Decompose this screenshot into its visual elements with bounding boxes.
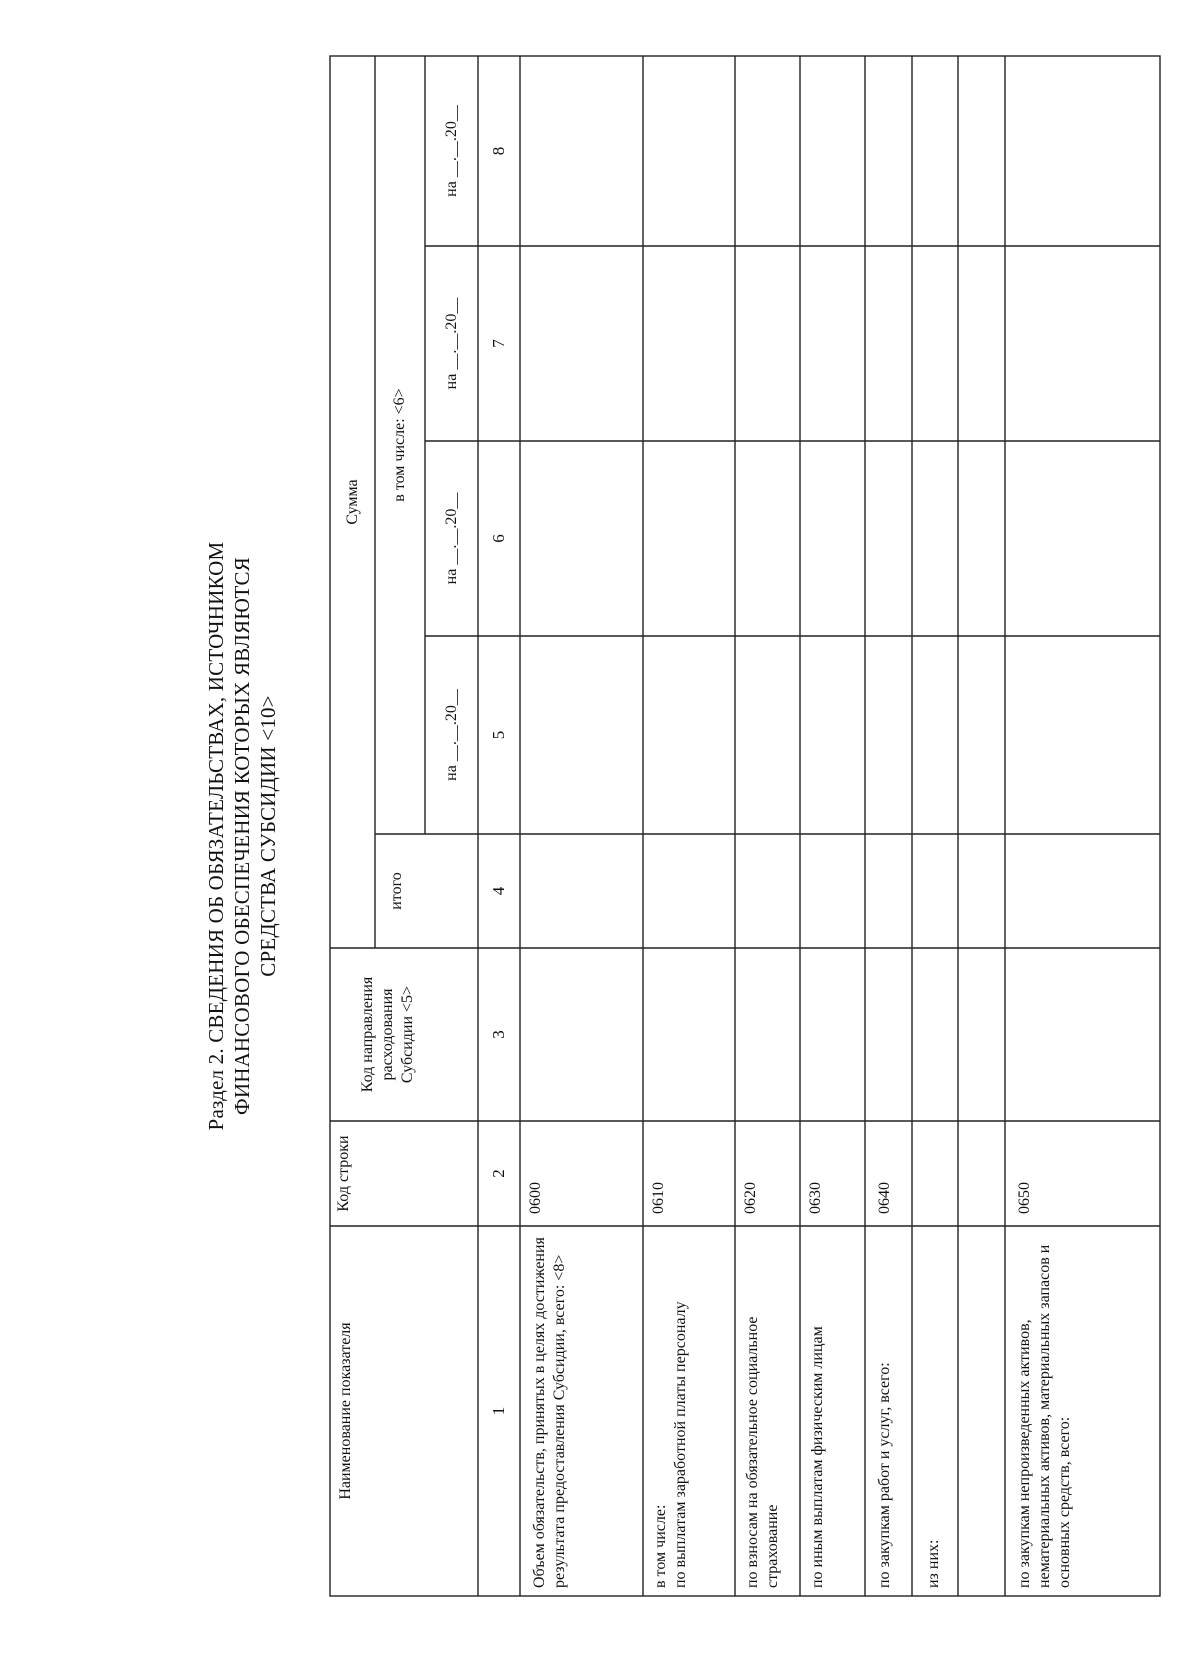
row-0620-code: 0620 — [742, 1182, 759, 1214]
row-of-them-name: из них: — [925, 1539, 942, 1588]
section-title-line-2: ФИНАНСОВОГО ОБЕСПЕЧЕНИЯ КОТОРЫХ ЯВЛЯЮТСЯ — [230, 557, 254, 1115]
row-blank-name — [958, 1226, 1005, 1596]
row-0640-name: по закупкам работ и услуг, всего: — [876, 1362, 893, 1588]
column-number-8: 8 — [489, 146, 508, 156]
header-date-col-5: на __.__.20__ — [442, 689, 460, 781]
header-indicator-name: Наименование показателя — [337, 1322, 354, 1500]
column-number-3: 3 — [489, 1030, 508, 1039]
column-number-1: 1 — [489, 1406, 508, 1416]
header-expense-code: Код направления расходования Субсидии <5> — [359, 976, 416, 1093]
row-0620-name: по взносам на обязательное социальное страхование — [744, 1316, 781, 1588]
header-date-col-6: на __.__.20__ — [442, 492, 460, 585]
row-0610-code: 0610 — [650, 1182, 667, 1214]
row-0600-code: 0600 — [527, 1182, 544, 1214]
column-number-4: 4 — [489, 886, 508, 896]
row-0640-code: 0640 — [876, 1182, 893, 1214]
row-blank-code — [958, 1121, 1005, 1226]
row-0630-name: по иным выплатам физическим лицам — [809, 1326, 826, 1588]
row-0600-name: Объем обязательств, принятых в целях достижения результата предоставления Субсидии, всего: <8> — [531, 1237, 568, 1588]
header-sum: Сумма — [343, 479, 361, 525]
header-row-code: Код строки — [335, 1135, 352, 1212]
section-title-line-1: Раздел 2. СВЕДЕНИЯ ОБ ОБЯЗАТЕЛЬСТВАХ, ИСТОЧНИКОМ — [204, 541, 228, 1131]
header-including: в том числе: <6> — [391, 388, 408, 502]
column-number-5: 5 — [489, 730, 508, 740]
row-0630-code: 0630 — [807, 1182, 824, 1214]
header-date-col-8: на __.__.20__ — [442, 105, 460, 197]
column-number-6: 6 — [489, 534, 508, 543]
section-title-line-3: СРЕДСТВА СУБСИДИИ <10> — [256, 695, 280, 977]
column-number-2: 2 — [489, 1169, 508, 1178]
header-date-col-7: на __.__.20__ — [442, 297, 460, 390]
header-total: итого — [388, 872, 405, 910]
column-number-7: 7 — [489, 339, 508, 348]
row-0610-name: в том числе: по выплатам заработной платы персоналу — [652, 1301, 689, 1588]
row-0650-name: по закупкам непроизведенных активов, нематериальных активов, материальных запасов и основных средств, всего: — [1016, 1244, 1073, 1588]
row-0650-code: 0650 — [1016, 1182, 1033, 1214]
row-of-them-code — [912, 1121, 958, 1226]
